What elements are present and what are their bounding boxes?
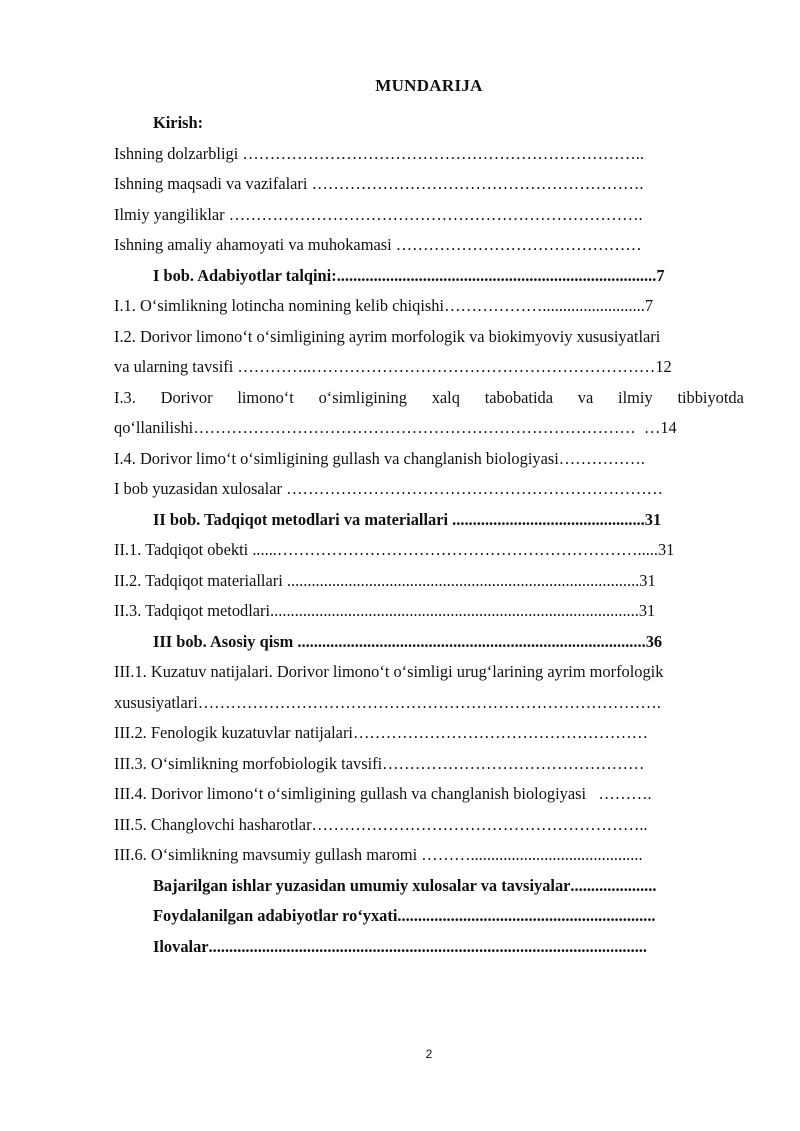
toc-entry-leader: …………..……………………………………………………… [237, 357, 656, 376]
toc-entry [114, 230, 744, 261]
toc-entry-title: va ularning tavsifi [114, 357, 238, 376]
toc-entry-title: II.3. Tadqiqot metodlari [114, 601, 271, 620]
toc-entry-title: I bob yuzasidan xulosalar [114, 479, 287, 498]
toc-entry-title: Ishning amaliy ahamoyati va muhokamasi [114, 235, 396, 254]
toc-entry-word: va [577, 387, 594, 407]
toc-entry [114, 352, 744, 383]
toc-entry [114, 169, 744, 200]
toc-entry-title: xususiyatlari [114, 692, 198, 712]
toc-entry [114, 688, 744, 719]
toc-entry-leader: ………. [598, 784, 652, 803]
toc-entry [114, 291, 744, 322]
page-title: MUNDARIJA [375, 76, 483, 95]
toc-entry [114, 413, 744, 444]
toc-entry-leader: ..................................................................................... [297, 631, 646, 651]
toc-entry-leader: ......…………………………………………………………..... [252, 540, 658, 559]
toc-entry-title: III.4. Dorivor limono‘t o‘simligining gullash va changlanish biologiyasi [114, 784, 599, 803]
toc-entry [114, 779, 744, 810]
toc-entry-leader: .......................................................................................... [270, 601, 639, 620]
toc-entry-title: III.5. Changlovchi hasharotlar [114, 814, 312, 834]
toc-entry-leader: …………………………………………………….. [311, 814, 648, 834]
toc-entry-word: Dorivor [160, 387, 213, 407]
toc-entry [114, 474, 744, 505]
toc-entry-leader: ..................... [570, 875, 657, 895]
toc-entry-title: I.1. O‘simlikning lotincha nomining kelib chiqishi [114, 296, 445, 315]
toc-entry-leader: ……………………………………………………. [311, 174, 644, 193]
toc-entry-leader: ……………………………………………………………………… … [193, 418, 661, 437]
toc-entry-title: III bob. Asosiy qism [153, 631, 298, 651]
toc-entry-leader: ...................................................................................... [286, 570, 640, 590]
toc-entry-page: 31 [657, 540, 675, 559]
toc-entry [114, 596, 744, 627]
toc-entry-title: I bob. Adabiyotlar talqini: [153, 265, 337, 285]
toc-entry-word: ilmiy [618, 387, 653, 407]
toc-entry-title: III.1. Kuzatuv natijalari. Dorivor limono‘t o‘simligi urug‘larining ayrim morfologik [114, 662, 664, 681]
toc-entry [114, 840, 744, 871]
toc-entry-leader: ………………......................... [444, 296, 645, 315]
toc-entry [114, 200, 744, 231]
toc-entry [114, 871, 744, 902]
toc-entry-title: II.1. Tadqiqot obekti [114, 540, 253, 559]
toc-entry-title: Ishning dolzarbligi [114, 143, 243, 163]
toc-entry [114, 810, 744, 841]
toc-entry-leader: ............................................... [452, 509, 645, 529]
toc-entry [114, 901, 744, 932]
toc-entry-title: Bajarilgan ishlar yuzasidan umumiy xulosalar va tavsiyalar [153, 875, 571, 895]
toc-entry-title: III.2. Fenologik kuzatuvlar natijalari [114, 723, 353, 742]
toc-entry [114, 261, 744, 292]
toc-entry [114, 749, 744, 780]
toc-entry-title: Ilovalar [153, 936, 209, 956]
toc-entry [114, 139, 744, 170]
toc-entry-title: III.6. O‘simlikning mavsumiy gullash maromi [114, 845, 422, 864]
toc-entry [114, 535, 744, 566]
toc-entry-word: tibbiyotda [677, 387, 744, 407]
toc-entry-leader: …………………………………………………………………………. [197, 692, 661, 712]
toc-entry [114, 566, 744, 597]
toc-entry-leader: …………………………………………………………………. [228, 204, 643, 224]
toc-entry [114, 322, 744, 353]
toc-entry [114, 718, 744, 749]
toc-entry-title: II bob. Tadqiqot metodlari va materiallari [153, 509, 453, 529]
toc-entry-page: 7 [656, 265, 665, 285]
toc-entry-title: Ishning maqsadi va vazifalari [114, 174, 312, 193]
toc-entry-leader: ........................................................................................................... [208, 936, 647, 956]
toc-entry [114, 383, 744, 414]
toc-entry-title: qo‘llanilishi [114, 418, 194, 437]
toc-entry-page: 31 [644, 509, 662, 529]
toc-entry-title: Kirish: [153, 113, 204, 132]
toc-entry-page: 14 [660, 418, 677, 437]
toc-entry-word: xalq [431, 387, 460, 407]
toc-entry [114, 627, 744, 658]
toc-entry [114, 932, 744, 963]
table-of-contents [114, 108, 744, 962]
page-number: 2 [425, 1047, 433, 1061]
toc-entry-word: o‘simligining [318, 387, 407, 407]
toc-entry-page: 12 [655, 357, 672, 376]
toc-entry-title: Foydalanilgan adabiyotlar ro‘yxati [153, 906, 398, 925]
toc-entry [114, 505, 744, 536]
toc-entry-leader: ............................................................... [397, 906, 656, 925]
toc-entry [114, 108, 744, 139]
toc-entry [114, 657, 744, 688]
toc-entry-title: III.3. O‘simlikning morfobiologik tavsifi [114, 753, 383, 773]
toc-entry-leader: .............................................................................. [336, 265, 657, 285]
toc-entry-leader: ……………. [558, 448, 645, 468]
toc-entry-title: I.2. Dorivor limono‘t o‘simligining ayrim morfologik va biokimyoviy xususiyatlari [114, 326, 661, 346]
toc-entry-word: tabobatida [484, 387, 553, 407]
toc-entry-page: 36 [645, 631, 663, 651]
toc-entry-leader: ……………………………………… [395, 235, 642, 254]
toc-entry-word: limono‘t [237, 387, 294, 407]
toc-entry-page: 7 [644, 296, 654, 315]
toc-entry-leader: …………………………………………………………… [286, 479, 664, 498]
toc-entry-leader: ……….......................................... [421, 845, 643, 864]
toc-entry-word: I.3. [114, 387, 136, 407]
toc-entry-page: 31 [639, 570, 656, 590]
toc-entry-title: I.4. Dorivor limo‘t o‘simligining gullash va changlanish biologiyasi [114, 448, 559, 468]
toc-entry [114, 444, 744, 475]
toc-entry-page: 31 [638, 601, 656, 620]
toc-entry-leader: ……………………………………………………………….. [242, 143, 644, 163]
toc-entry-title: Ilmiy yangiliklar [114, 204, 229, 224]
toc-entry-leader: ……………………………………………… [352, 723, 648, 742]
toc-entry-title: II.2. Tadqiqot materiallari [114, 570, 287, 590]
toc-entry-leader: ………………………………………… [382, 753, 645, 773]
